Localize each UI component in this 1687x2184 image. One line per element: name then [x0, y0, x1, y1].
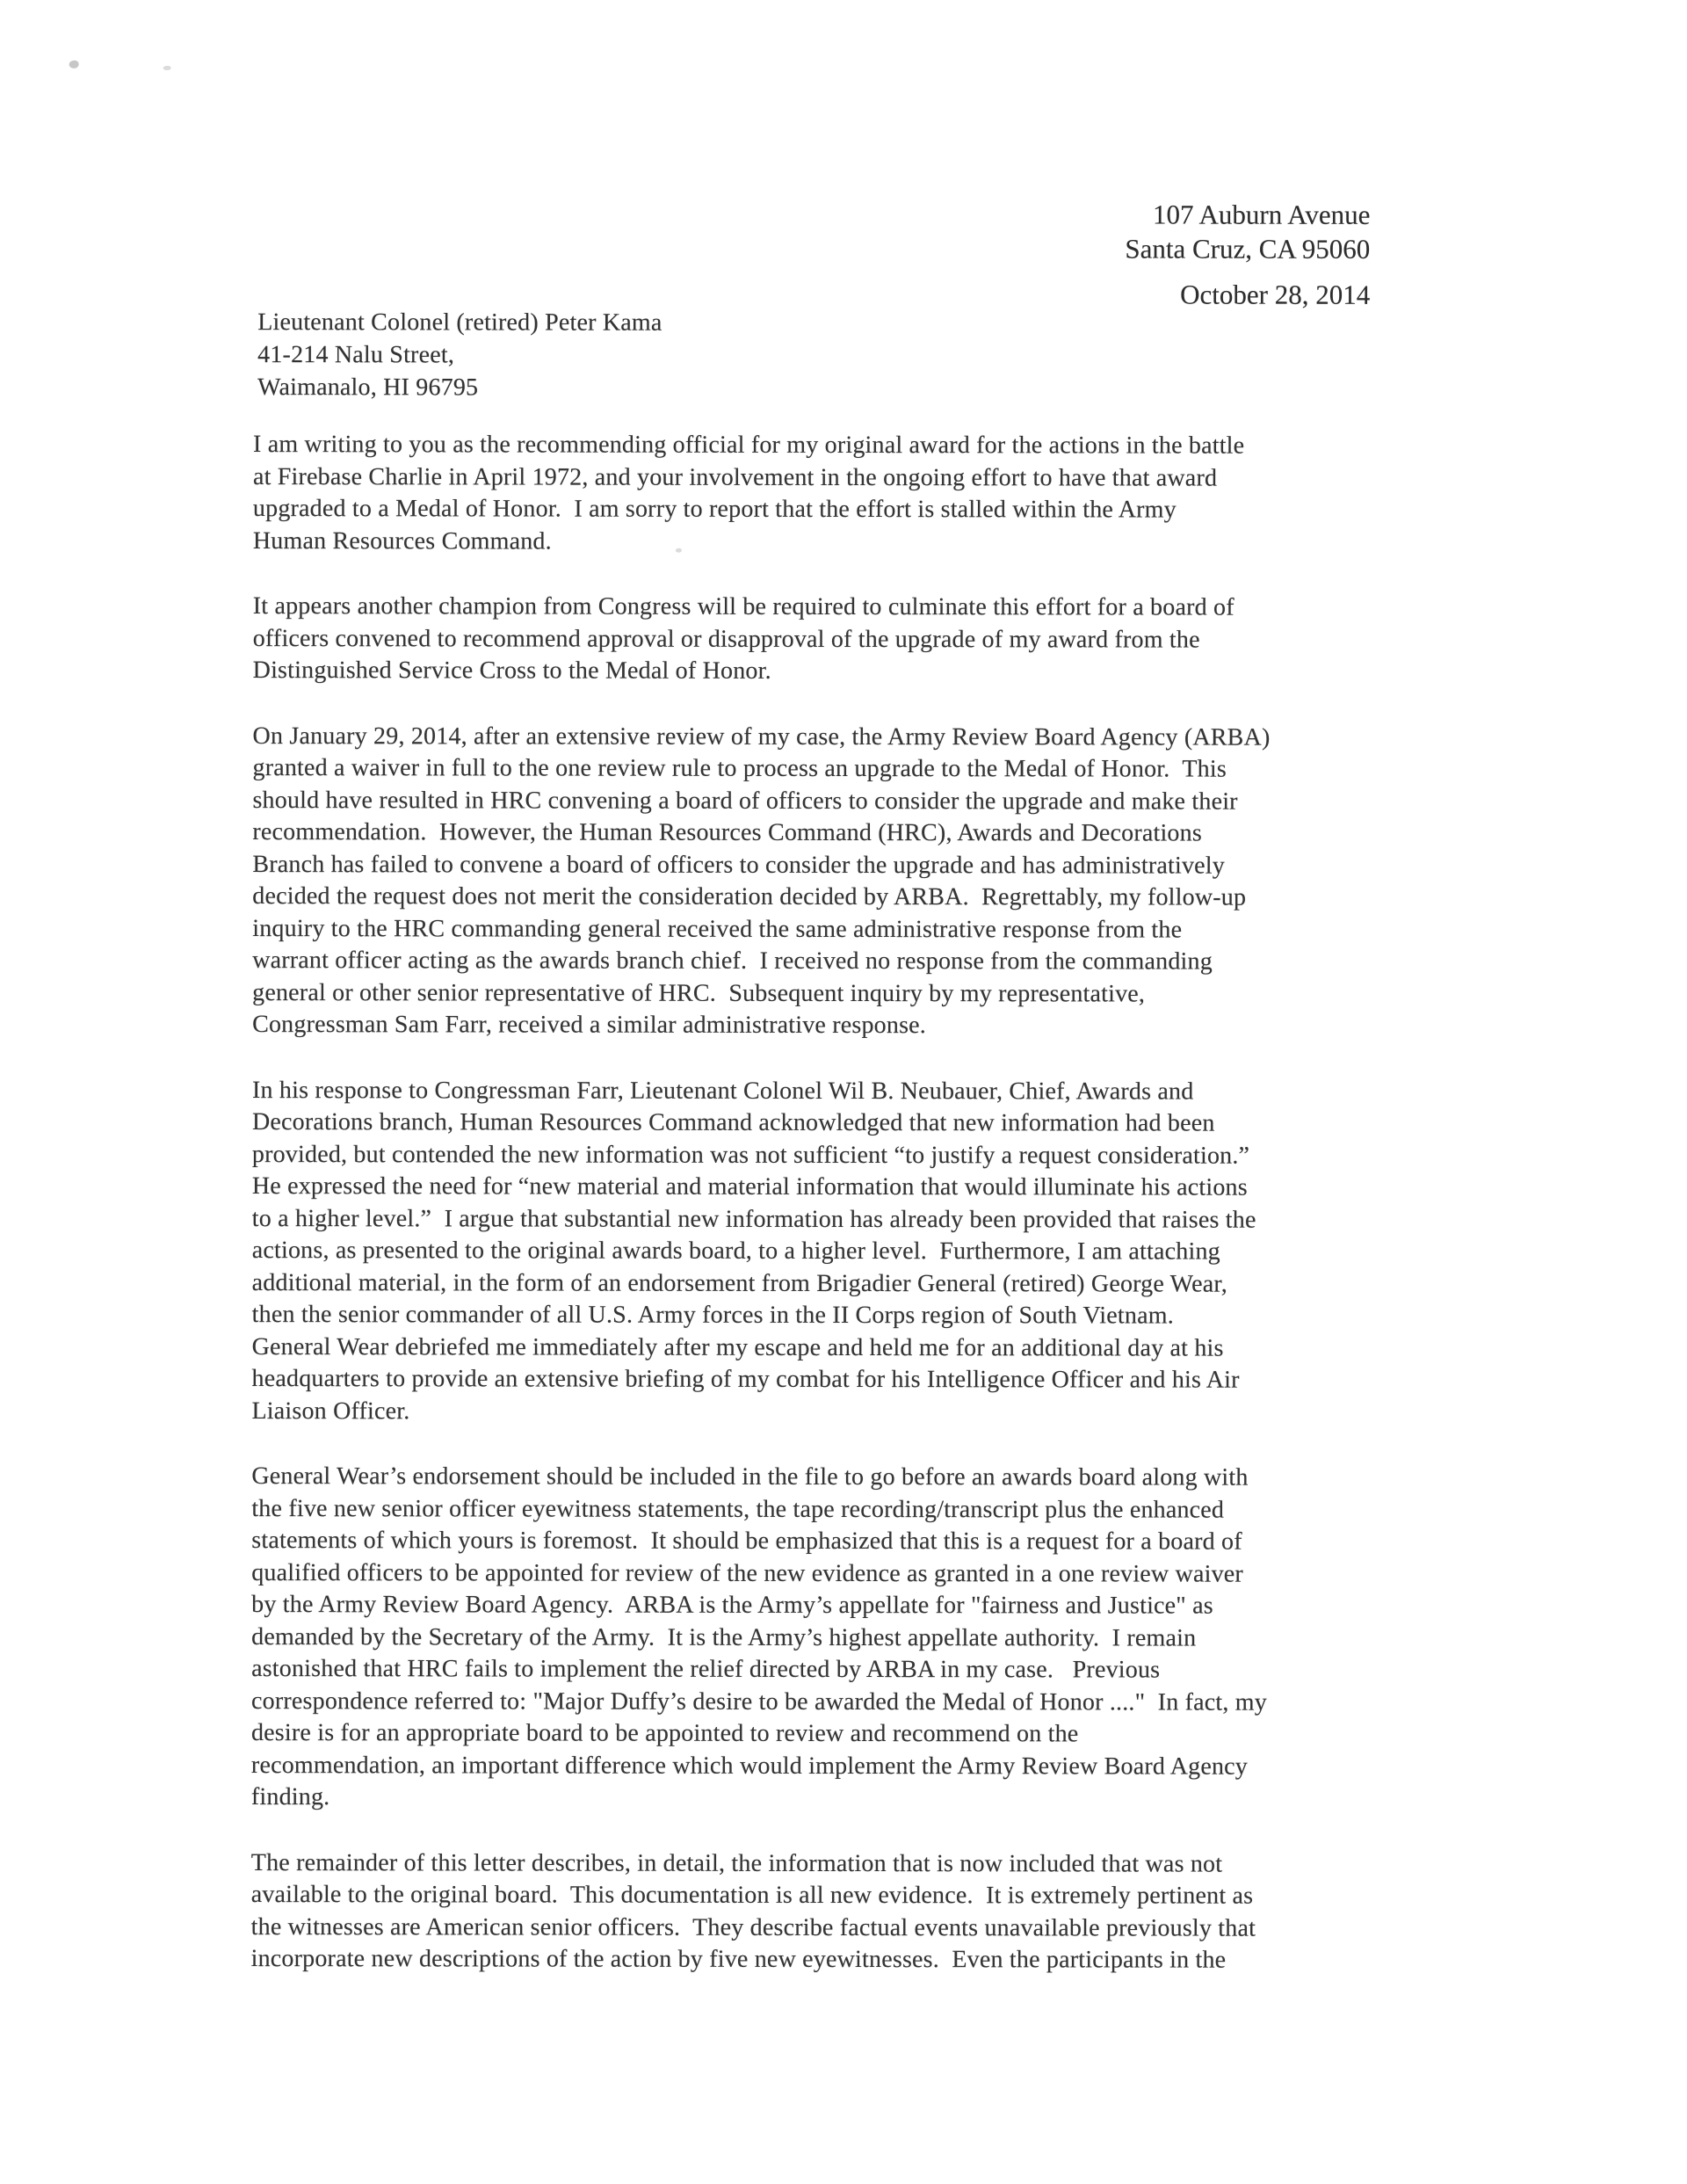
paragraph-5: General Wear’s endorsement should be included in the file to go before an awards board along with the five new senior officer eyewitness statements, the tape recording/transcript plus the enhanced statements of which yours is foremost. It should be emphasized that this is a request for a board of qualified officers to be appointed for review of the new evidence as granted in a one review waiver by the Army Review Board Agency. ARBA is the Army’s appellate for "fairness and Justice" as demanded by the Secretary of the Army. It is the Army’s highest appellate authority. I remain astonished that HRC fails to implement the relief directed by ARBA in my case. Previous correspondence referred to: "Major Duffy’s desire to be awarded the Medal of Honor ...." In fact, my desire is for an appropriate board to be appointed to review and recommend on the recommendation, an important difference which would implement the Army Review Board Agency finding. [250, 1462, 1267, 1811]
recipient-city: Waimanalo, HI 96795 [257, 374, 479, 402]
sender-address-line-1: 107 Auburn Avenue [1152, 199, 1371, 230]
sender-address-line-2: Santa Cruz, CA 95060 [1125, 233, 1371, 265]
paragraph-4: In his response to Congressman Farr, Lieutenant Colonel Wil B. Neubauer, Chief, Awards and Decorations branch, Human Resources Command acknowledged that new information had been provided, but contended the new information was not sufficient “to justify a request consideration.” He expressed the need for “new material and material information that would illuminate his actions to a higher level.” I argue that substantial new information has already been provided that raises the actions, as presented to the original awards board, to a higher level. Furthermore, I am attaching additional material, in the form of an endorsement from Brigadier General (retired) George Wear, then the senior commander of all U.S. Army forces in the II Corps region of South Vietnam. General Wear debriefed me immediately after my escape and held me for an additional day at his headquarters to provide an extensive briefing of my combat for his Intelligence Officer and his Air Liaison Officer. [251, 1076, 1256, 1425]
recipient-name: Lieutenant Colonel (retired) Peter Kama [257, 308, 662, 337]
paragraph-2: It appears another champion from Congress will be required to culminate this effort for a board of officers convened to recommend approval or disapproval of the upgrade of my award from the Distinguished Service Cross to the Medal of Honor. [252, 592, 1234, 685]
sender-address-block [1125, 197, 1370, 311]
recipient-address-block [257, 306, 662, 404]
scan-artifact [163, 66, 171, 70]
paragraph-3: On January 29, 2014, after an extensive review of my case, the Army Review Board Agency (ARBA) granted a waiver in full to the one review rule to process an upgrade to the Medal of Honor. This should have resulted in HRC convening a board of officers to consider the upgrade and make their recommendation. However, the Human Resources Command (HRC), Awards and Decorations Branch has failed to convene a board of officers to consider the upgrade and has administratively decided the request does not merit the consideration decided by ARBA. Regrettably, my follow-up inquiry to the HRC commanding general received the same administrative response from the warrant officer acting as the awards branch chief. I received no response from the commanding general or other senior representative of HRC. Subsequent inquiry by my representative, Congressman Sam Farr, received a similar administrative response. [252, 722, 1271, 1040]
letter-body [251, 429, 1572, 2011]
recipient-street: 41-214 Nalu Street, [257, 341, 455, 369]
paragraph-1: I am writing to you as the recommending official for my original award for the actions in the battle at Firebase Charlie in April 1972, and your involvement in the ongoing effort to have that award upgraded to a Medal of Honor. I am sorry to report that the effort is stalled within the Army Human Resources Command. [252, 431, 1245, 555]
letter-date: October 28, 2014 [1180, 279, 1371, 310]
scan-artifact [69, 61, 79, 69]
paragraph-6: The remainder of this letter describes, in detail, the information that is now included that was not available to the original board. This documentation is all new evidence. It is extremely pertinent as the witnesses are American senior officers. They describe factual events unavailable previously that incorporate new descriptions of the action by five new eyewitnesses. Even the participants in the [250, 1848, 1256, 1974]
